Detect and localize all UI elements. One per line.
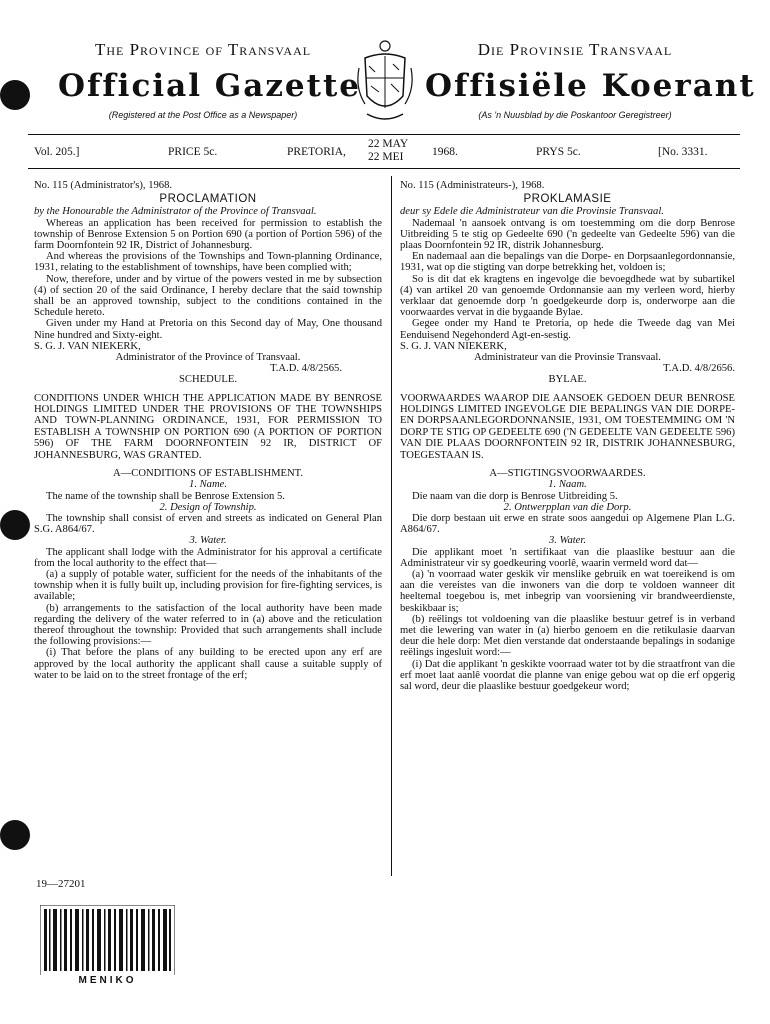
registration-note-english: (Registered at the Post Office as a Newspaper) <box>108 110 298 120</box>
column-divider <box>391 176 392 876</box>
signatory-title: Administrator of the Province of Transvaal. <box>115 352 301 364</box>
schedule-heading: SCHEDULE. <box>179 374 237 386</box>
notice-number: No. 115 (Administrateurs-), 1968. <box>400 180 545 191</box>
condition-3b-text: (b) reëlings tot voldoening van die plaaslike bestuur getref is in verband met die lewering van water in (a) hierbo genoem en die retikulasie daarvan deur die hele dorp: Met dien verstande dat onderstaande bepalings in sodanige reëlings ingesluit word:— <box>400 613 735 659</box>
gazette-title-afrikaans: Offisiële Koerant <box>425 68 756 104</box>
masthead-rule-bottom <box>28 168 740 169</box>
masthead-rule-top <box>28 134 740 135</box>
reference-number: T.A.D. 4/8/2565. <box>270 363 342 375</box>
condition-1-heading: 1. Naam. <box>548 479 587 491</box>
schedule-heading: BYLAE. <box>548 374 587 386</box>
condition-3-heading: 3. Water. <box>189 535 227 547</box>
condition-3-text: Die applikant moet 'n sertifikaat van die plaaslike bestuur aan die Administrateur vir sy goedkeuring voorlê, waarin vermeld word dat— <box>400 546 735 569</box>
condition-1-text: Die naam van die dorp is Benrose Uitbreiding 5. <box>412 490 618 502</box>
signatory-title: Administrateur van die Provinsie Transvaal. <box>474 352 661 364</box>
price-afrikaans: PRYS 5c. <box>536 146 581 158</box>
condition-2-heading: 2. Ontwerpplan van die Dorp. <box>503 501 632 513</box>
masthead-afrikaans <box>425 40 756 120</box>
proclamation-byline: by the Honourable the Administrator of the Province of Transvaal. <box>34 206 317 218</box>
date-afrikaans: 22 MEI <box>368 151 404 163</box>
issue-number: [No. 3331. <box>658 146 708 158</box>
condition-3a-text: (a) 'n voorraad water geskik vir menslike gebruik en wat toereikend is om aan die vereistes van die inwoners van die dorp te voldoen wanneer dit heeltemal toegebou is, met inbegrip van voorsiening vir brandweerdienste, beskikbaar is; <box>400 568 735 614</box>
place: PRETORIA, <box>287 146 346 158</box>
reference-number: T.A.D. 4/8/2656. <box>663 363 735 375</box>
proclamation-byline: deur sy Edele die Administrateur van die Provinsie Transvaal. <box>400 206 664 218</box>
price-english: PRICE 5c. <box>168 146 218 158</box>
condition-1-heading: 1. Name. <box>189 479 227 491</box>
paragraph-now-therefore: So is dit dat ek kragtens en ingevolge die bevoegdhede wat by subartikel (4) van artikel 20 van genoemde Ordonnansie aan my verleen word, hierby verklaar dat genoemde dorp 'n goedgekeurde dorp is, onderworpe aan die voorwaardes vervat in die bygaande Bylae. <box>400 273 735 319</box>
section-a-heading: A—CONDITIONS OF ESTABLISHMENT. <box>113 468 303 480</box>
conditions-heading: VOORWAARDES WAAROP DIE AANSOEK GEDOEN DEUR BENROSE HOLDINGS LIMITED INGEVOLGE DIE BEPALINGS VAN DIE DORPE- EN DORPSAANLEGORDONNANSIE, 1931, OM TOESTEMMING OM 'N DORP TE STIG OP GEDEELTE 690 ('N GEDEELTE VAN GEDEELTE 596) VAN DIE PLAAS DOORNFONTEIN 92 IR, DISTRIK JOHANNESBURG, TOEGESTAAN IS. <box>400 392 735 461</box>
section-a-heading: A—STIGTINGSVOORWAARDES. <box>489 468 646 480</box>
barcode-label: MENIKO <box>40 975 175 986</box>
gazette-title-english: Official Gazette <box>58 68 362 104</box>
year: 1968. <box>432 146 458 158</box>
condition-3a-text: (a) a supply of potable water, sufficient for the needs of the inhabitants of the township when it is fully built up, including provision for fire-fighting services, is available; <box>34 568 382 603</box>
barcode-icon <box>40 905 175 977</box>
punch-hole-middle <box>0 510 30 540</box>
conditions-heading: CONDITIONS UNDER WHICH THE APPLICATION MADE BY BENROSE HOLDINGS LIMITED UNDER THE PROVISIONS OF THE TOWNSHIPS AND TOWN-PLANNING ORDINANCE, 1931, FOR PERMISSION TO ESTABLISH A TOWNSHIP ON PORTION 690 (A PORTION OF PORTION 596) OF THE FARM DOORNFONTEIN 92 IR, DISTRICT OF JOHANNESBURG, WAS GRANTED. <box>34 392 382 461</box>
registration-note-afrikaans: (As 'n Nuusblad by die Poskantoor Geregistreer) <box>478 110 672 120</box>
condition-1-text: The name of the township shall be Benrose Extension 5. <box>46 490 285 502</box>
masthead-english <box>58 40 362 120</box>
condition-2-heading: 2. Design of Township. <box>159 501 257 513</box>
proclamation-heading: PROCLAMATION <box>159 193 257 206</box>
signatory-name: S. G. J. VAN NIEKERK, <box>400 340 507 352</box>
condition-3i-text: (i) That before the plans of any building to be erected upon any erf are approved by the local authority the applicant shall cause a suitable supply of water to be laid on to the street frontage of the erf; <box>34 647 382 681</box>
print-number: 19—27201 <box>36 878 86 890</box>
proclamation-heading: PROKLAMASIE <box>523 193 612 206</box>
afrikaans-column <box>400 180 735 692</box>
paragraph-given: Gegee onder my Hand te Pretoria, op hede die Tweede dag van Mei Eenduisend Negehonderd Agt-en-sestig. <box>400 318 735 341</box>
signatory-name: S. G. J. VAN NIEKERK, <box>34 340 141 352</box>
paragraph-whereas: Nademaal 'n aansoek ontvang is om toestemming om die dorp Benrose Uitbreiding 5 te stig op Gedeelte 690 ('n gedeelte van Gedeelte 596) van die plaas Doornfontein 92 IR, distrik Johannesburg. <box>400 217 735 252</box>
punch-hole-bottom <box>0 820 30 850</box>
coat-of-arms-icon <box>355 38 415 128</box>
notice-number: No. 115 (Administrator's), 1968. <box>34 180 173 191</box>
province-name-english: The Province of Transvaal <box>94 40 312 59</box>
condition-3i-text: (i) Dat die applikant 'n geskikte voorraad water tot by die straatfront van die erf moet laat aanlê voordat die planne van enige gebou wat op die erf opgerig sal word, deur die plaaslike bestuur goedgekeur word; <box>400 658 735 692</box>
paragraph-whereas: Whereas an application has been received for permission to establish the township of Benrose Extension 5 on Portion 690 (a portion of Portion 596) of the farm Doornfontein 92 IR, District of Johannesburg. <box>34 217 382 252</box>
punch-hole-top <box>0 80 30 110</box>
condition-3-text: The applicant shall lodge with the Administrator for his approval a certificate from the local authority to the effect that— <box>34 546 382 569</box>
condition-3-heading: 3. Water. <box>549 535 586 547</box>
condition-2-text: Die dorp bestaan uit erwe en strate soos aangedui op Algemene Plan L.G. A864/67. <box>400 512 735 536</box>
condition-2-text: The township shall consist of erven and streets as indicated on General Plan S.G. A864/67. <box>34 512 382 536</box>
paragraph-given: Given under my Hand at Pretoria on this Second day of May, One thousand Nine hundred and Sixty-eight. <box>34 318 382 341</box>
volume-number: Vol. 205.] <box>34 146 80 158</box>
paragraph-and-whereas: En nademaal aan die bepalings van die Dorpe- en Dorpsaanlegordonnansie, 1931, wat op die stigting van dorpe betrekking het, voldoen is; <box>400 251 735 274</box>
paragraph-and-whereas: And whereas the provisions of the Townships and Town-planning Ordinance, 1931, relating to the establishment of townships, have been complied with; <box>34 251 382 274</box>
english-column <box>34 180 382 681</box>
paragraph-now-therefore: Now, therefore, under and by virtue of the powers vested in me by subsection (4) of section 20 of the said Ordinance, I hereby declare that the said township shall be an approved township, subject to the conditions contained in the Schedule hereto. <box>34 273 382 319</box>
province-name-afrikaans: Die Provinsie Transvaal <box>477 40 673 59</box>
date-english: 22 MAY <box>368 138 409 150</box>
condition-3b-text: (b) arrangements to the satisfaction of the local authority have been made regarding the delivery of the water referred to in (a) above and the reticulation thereof throughout the township: Provided that such arrangements shall include the following provisions:— <box>34 602 382 648</box>
